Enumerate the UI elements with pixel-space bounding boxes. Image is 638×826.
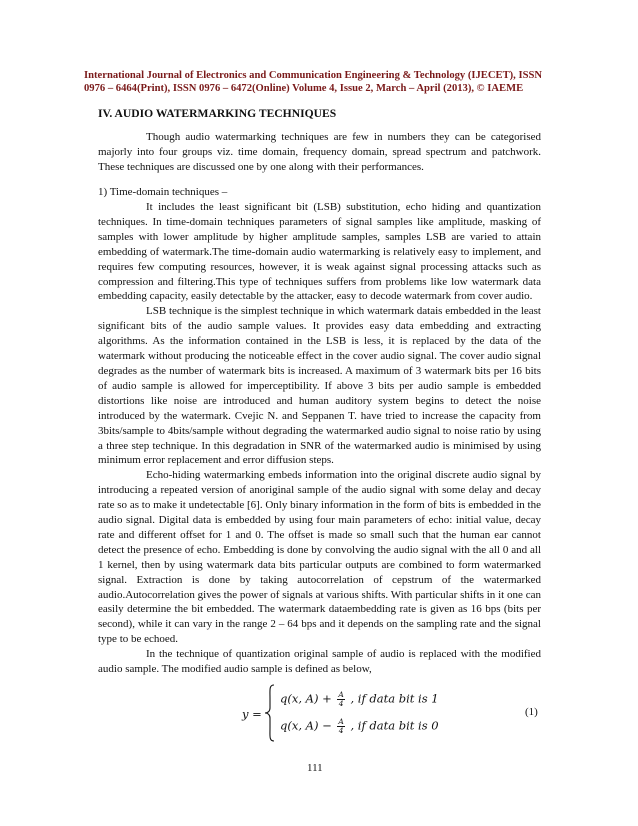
equation-1 <box>242 686 542 742</box>
equation-number: (1) <box>525 706 538 718</box>
case-2-expression: q(x, A) − <box>280 718 332 733</box>
equation-case-1 <box>280 691 439 708</box>
section-title: IV. AUDIO WATERMARKING TECHNIQUES <box>98 107 337 120</box>
fraction-a-over-4: $\frac{A}{4}$ <box>338 690 344 708</box>
journal-header-line-2: 0976 – 6464(Print), ISSN 0976 – 6472(Online) Volume 4, Issue 2, March – April (2013), © IAEME <box>84 83 524 94</box>
journal-header-line-1: International Journal of Electronics and Communication Engineering & Technology (IJECET), ISSN <box>84 70 543 81</box>
intro-block <box>98 130 541 175</box>
subsection-heading: 1) Time-domain techniques – <box>98 186 228 198</box>
journal-header <box>84 69 554 95</box>
fraction-a-over-4: $\frac{A}{4}$ <box>338 717 344 735</box>
page-number: 111 <box>307 762 323 774</box>
paragraph-time-domain: It includes the least significant bit (LSB) substitution, echo hiding and quantization techniques. In time-domain techniques parameters of signal samples like amplitude, masking of samples with lower amplitude by higher amplitude samples, samples LSB are varied to attain embedding of watermark.The time-domain audio watermarking is relatively easy to implement, and requires few computing resources, however, it is weak against signal processing attacks such as compression and filtering.This type of techniques suffers from problems like low watermark data embedding capacity, easily detectable by the attacker, easy to decode watermark from cover audio. <box>98 201 541 303</box>
intro-paragraph: Though audio watermarking techniques are few in numbers they can be categorised majorly into four groups viz. time domain, frequency domain, spread spectrum and patchwork. These techniques are discussed one by one along with their performances. <box>98 131 541 173</box>
paragraph-echo-hiding: Echo-hiding watermarking embeds information into the original discrete audio signal by introducing a repeated version of anoriginal sample of the audio signal with some delay and decay rate so as to make it undetectable [6]. Only binary information in the form of bits is embedded in the audio signal. Digital data is embedded by using four main parameters of echo: initial value, decay rate and different offset for 1 and 0. The offset is made so small such that the human ear cannot detect the presence of echo. Embedding is done by convolving the audio signal with the all 0 and all 1 kernel, then by using watermark data bits particular outputs are combined to form watermarked signal. Extraction is done by taking autocorrelation of cepstrum of the watermarked audio.Autocorrelation gives the power of signals at various shifts. With particular shifts in it one can easily determine the bit embedded. The watermark dataembedding rate is given as 16 bps (bits per second), while it can vary in the range 2 – 64 bps and it depends on the sampling rate and the signal type to be echoed. <box>98 469 541 646</box>
equation-lhs: y = <box>242 707 262 721</box>
left-brace-icon <box>264 684 276 742</box>
body-text <box>98 200 541 677</box>
case-1-expression: q(x, A) + <box>280 691 332 706</box>
paragraph-lsb: LSB technique is the simplest technique in which watermark datais embedded in the least significant bits of the audio sample values. It provides easy data embedding and extracting algorithms. As the information contained in the LSB is less, it is replaced by the data of the watermark without producing the noticeable effect in the cover audio signal. The cover audio signal degrades as the number of watermark bits is increased. A maximum of 3 watermark bits per 16 bits of audio sample is allowed for imperceptibility. If above 3 bits per audio sample is embedded distortions like noise are introduced and human auditory system begins to detect the noise introduced by the watermark. Cvejic N. and Seppanen T. have tried to increase the capacity from 3bits/sample to 4bits/sample without degrading the watermarked audio signal to noise ratio by using a three step technique. In this degradation in SNR of the watermarked audio is minimised by using minimum error replacement and error diffusion steps. <box>98 305 541 467</box>
case-1-condition: , if data bit is 1 <box>350 691 439 706</box>
equation-case-2 <box>280 718 439 735</box>
paragraph-quantization: In the technique of quantization original sample of audio is replaced with the modified audio sample. The modified audio sample is defined as below, <box>98 648 541 676</box>
case-2-condition: , if data bit is 0 <box>350 718 439 733</box>
